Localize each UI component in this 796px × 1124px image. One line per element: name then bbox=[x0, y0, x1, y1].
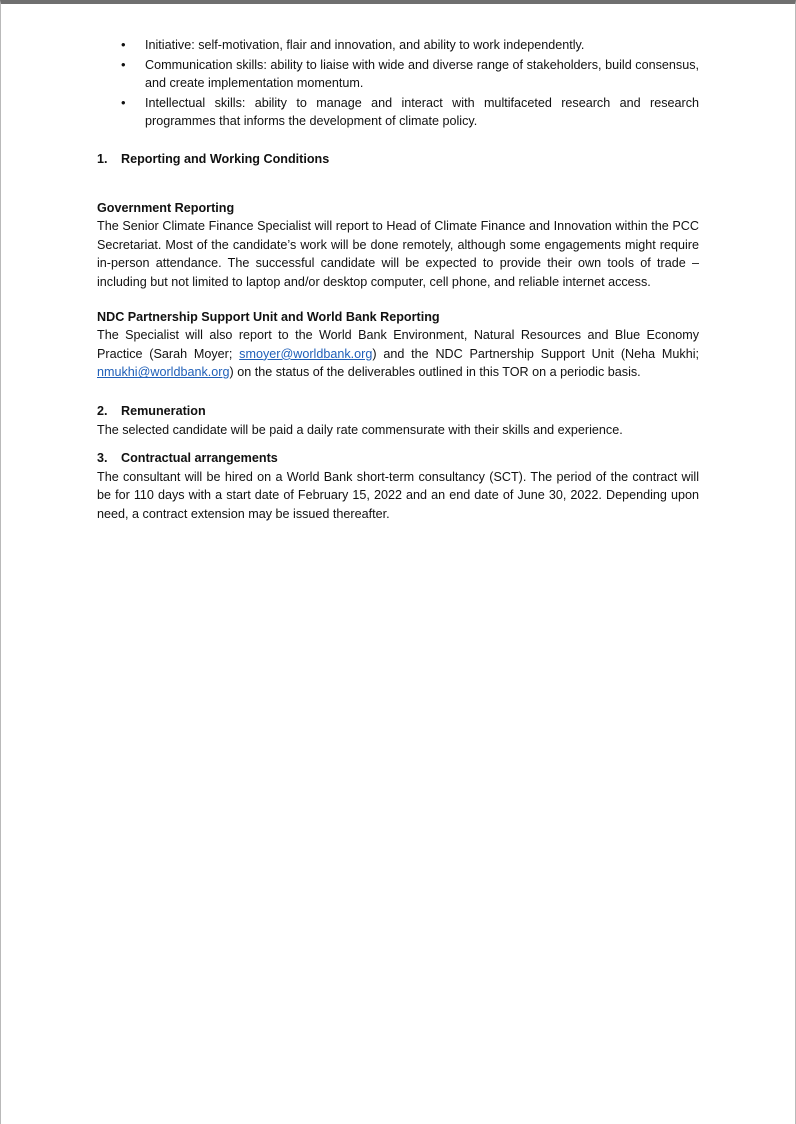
page-content bbox=[97, 36, 699, 523]
section-number: 1. bbox=[97, 151, 108, 166]
government-reporting-heading: Government Reporting bbox=[97, 200, 235, 215]
list-item bbox=[97, 94, 699, 131]
bullet-icon: • bbox=[121, 56, 126, 72]
government-reporting-body: The Senior Climate Finance Specialist will report to Head of Climate Finance and Innovation within the PCC Secretariat. Most of the candidate’s work will be done remotely, although some engagements might require in-person attendance. The successful candidate will be expected to provide their own tools of trade – including but not limited to laptop and/or desktop computer, cell phone, and reliable internet access. bbox=[97, 219, 699, 289]
section-1-heading bbox=[97, 150, 699, 169]
email-link-nmukhi[interactable]: nmukhi@worldbank.org bbox=[97, 365, 230, 380]
contractual-arrangements-body: The consultant will be hired on a World Bank short-term consultancy (SCT). The period of the contract will be for 110 days with a start date of February 15, 2022 and an end date of June 30, 2022. Depending upon need, a contract extension may be issued thereafter. bbox=[97, 469, 699, 521]
ndc-body-text: The Specialist will also report to the World Bank Environment, Natural Resources and Blue Economy Practice (Sarah Moyer; bbox=[97, 328, 699, 361]
list-item bbox=[97, 36, 699, 55]
bullet-text: Intellectual skills: ability to manage and interact with multifaceted research and research programmes that informs the development of climate policy. bbox=[145, 95, 699, 129]
section-title: Contractual arrangements bbox=[121, 451, 278, 466]
bullet-text: Initiative: self-motivation, flair and innovation, and ability to work independently. bbox=[145, 38, 585, 52]
section-number: 3. bbox=[97, 451, 108, 466]
section-title: Reporting and Working Conditions bbox=[121, 151, 330, 166]
section-title: Remuneration bbox=[121, 403, 206, 418]
email-link-smoyer[interactable]: smoyer@worldbank.org bbox=[239, 346, 373, 361]
ndc-reporting-body bbox=[97, 326, 699, 382]
bullet-icon: • bbox=[121, 94, 126, 110]
section-3-heading bbox=[97, 449, 699, 468]
skills-bullet-list bbox=[97, 36, 699, 131]
ndc-body-text: ) on the status of the deliverables outlined in this TOR on a periodic basis. bbox=[229, 365, 641, 380]
bullet-icon: • bbox=[121, 37, 126, 52]
bullet-text: Communication skills: ability to liaise with wide and diverse range of stakeholders, build consensus, and create implementation momentum. bbox=[145, 57, 699, 91]
list-item bbox=[97, 56, 699, 93]
section-number: 2. bbox=[97, 403, 108, 418]
section-2-heading bbox=[97, 402, 699, 421]
ndc-reporting-heading: NDC Partnership Support Unit and World Bank Reporting bbox=[97, 309, 440, 324]
remuneration-body: The selected candidate will be paid a daily rate commensurate with their skills and experience. bbox=[97, 422, 623, 437]
ndc-body-text: ) and the NDC Partnership Support Unit (Neha Mukhi; bbox=[372, 346, 700, 361]
